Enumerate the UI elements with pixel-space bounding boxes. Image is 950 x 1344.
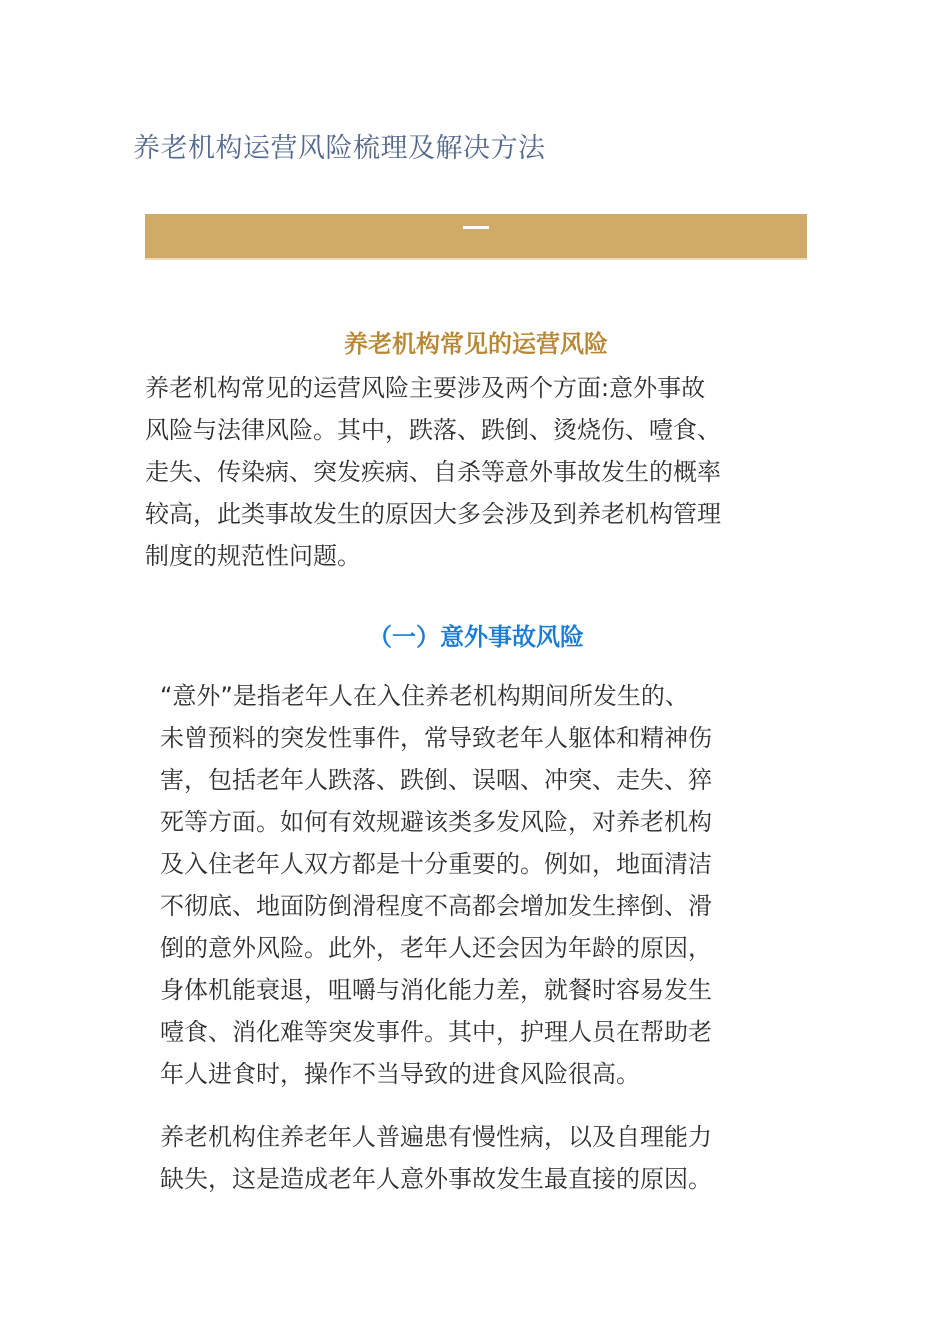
paragraph-line: 身体机能衰退，咀嚼与消化能力差，就餐时容易发生 (160, 976, 712, 1004)
paragraph-line: 较高，此类事故发生的原因大多会涉及到养老机构管理 (145, 500, 721, 528)
section-number-mark (463, 226, 489, 229)
accident-risk-paragraph (160, 675, 820, 1095)
paragraph-line: 倒的意外风险。此外，老年人还会因为年龄的原因， (160, 934, 712, 962)
paragraph-line: 未曾预料的突发性事件，常导致老年人躯体和精神伤 (160, 724, 712, 752)
section-number-banner (145, 214, 807, 260)
document-title: 养老机构运营风险梳理及解决方法 (133, 133, 546, 164)
paragraph-line: 走失、传染病、突发疾病、自杀等意外事故发生的概率 (145, 458, 721, 486)
paragraph-line: 年人进食时，操作不当导致的进食风险很高。 (160, 1060, 640, 1088)
paragraph-line: 制度的规范性问题。 (145, 542, 361, 570)
paragraph-line: 缺失，这是造成老年人意外事故发生最直接的原因。 (160, 1165, 712, 1193)
paragraph-line: 害，包括老年人跌落、跌倒、误咽、冲突、走失、猝 (160, 766, 712, 794)
paragraph-line: 及入住老年人双方都是十分重要的。例如，地面清洁 (160, 850, 712, 878)
paragraph-line: 风险与法律风险。其中，跌落、跌倒、烫烧伤、噎食、 (145, 416, 721, 444)
paragraph-line: 养老机构常见的运营风险主要涉及两个方面:意外事故 (145, 374, 706, 402)
chronic-disease-paragraph (160, 1116, 820, 1200)
subsection-heading: （一）意外事故风险 (368, 623, 584, 651)
paragraph-line: 噎食、消化难等突发事件。其中，护理人员在帮助老 (160, 1018, 712, 1046)
paragraph-line: “意外”是指老年人在入住养老机构期间所发生的、 (160, 682, 689, 710)
paragraph-line: 养老机构住养老年人普遍患有慢性病，以及自理能力 (160, 1123, 712, 1151)
paragraph-line: 不彻底、地面防倒滑程度不高都会增加发生摔倒、滑 (160, 892, 712, 920)
intro-paragraph (145, 367, 825, 577)
section-heading: 养老机构常见的运营风险 (344, 330, 608, 358)
paragraph-line: 死等方面。如何有效规避该类多发风险，对养老机构 (160, 808, 712, 836)
